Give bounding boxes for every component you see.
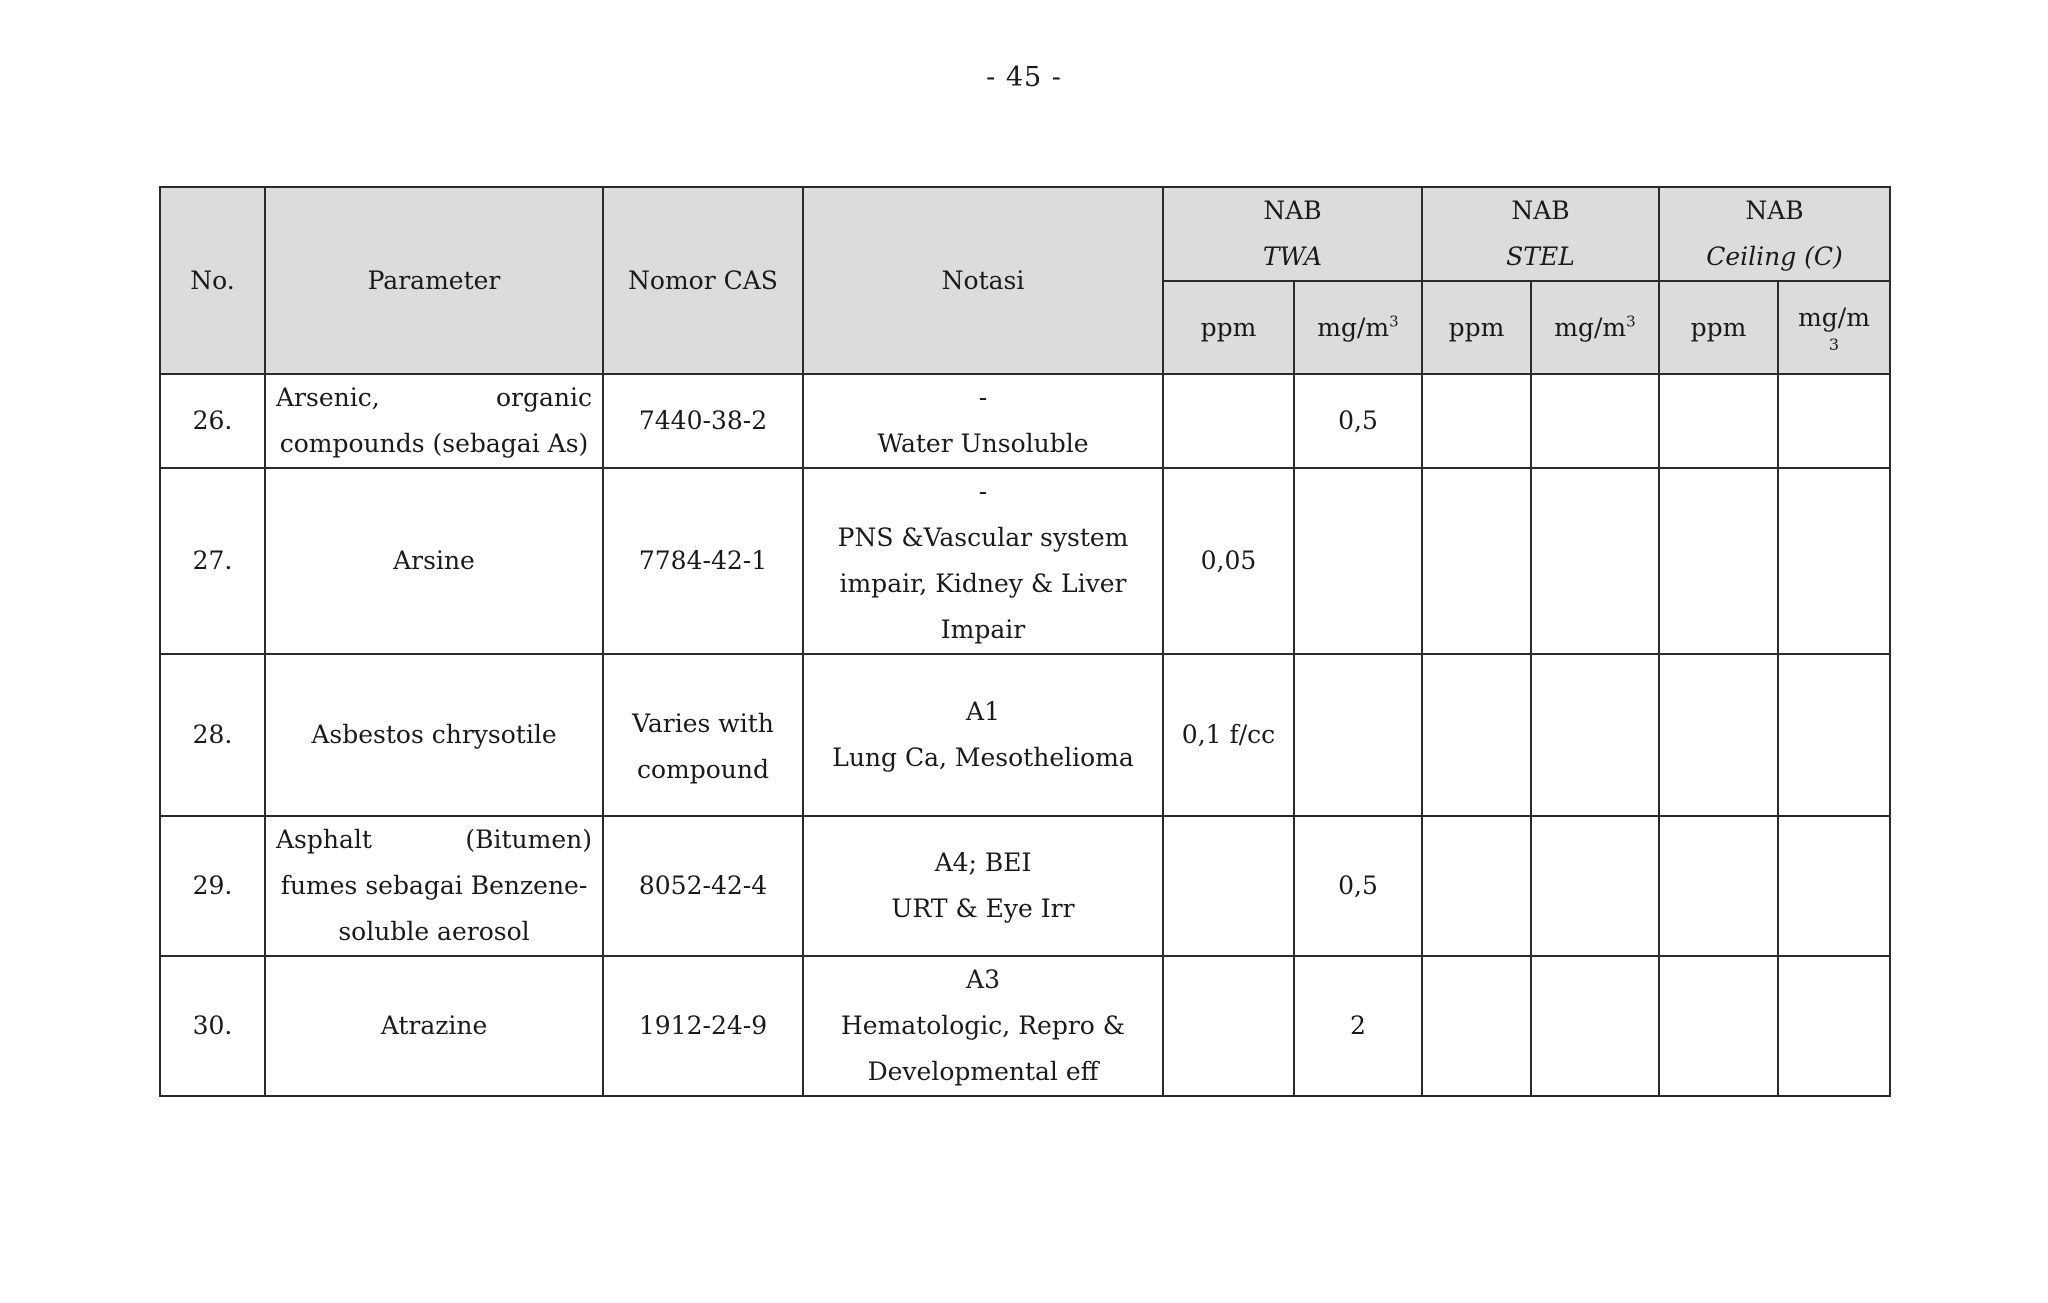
cell-stel-mgm xyxy=(1531,654,1659,816)
table-row xyxy=(160,956,1890,1096)
cell-ceiling-mgm xyxy=(1778,816,1890,956)
cell-stel-mgm xyxy=(1531,816,1659,956)
cell-parameter-line: soluble aerosol xyxy=(338,917,530,946)
cell-notasi-line: Hematologic, Repro & xyxy=(840,1011,1126,1040)
cell-ceiling-ppm xyxy=(1659,956,1778,1096)
header-ceiling-mgm xyxy=(1778,281,1890,374)
cell-notasi-line: Lung Ca, Mesothelioma xyxy=(832,743,1134,772)
header-twa-mgm-text: mg/m xyxy=(1317,312,1390,342)
cell-ceiling-mgm xyxy=(1778,654,1890,816)
cell-notasi-line: impair, Kidney & Liver xyxy=(839,569,1127,598)
cell-twa-mgm: 0,5 xyxy=(1294,374,1422,468)
table-row xyxy=(160,374,1890,468)
cell-stel-ppm xyxy=(1422,374,1531,468)
cell-ceiling-ppm xyxy=(1659,654,1778,816)
header-parameter: Parameter xyxy=(265,187,603,374)
cell-notasi-line: A1 xyxy=(966,697,1000,726)
cell-parameter-line xyxy=(276,817,592,863)
cell-ceiling-ppm xyxy=(1659,816,1778,956)
cell-ceiling-mgm xyxy=(1778,956,1890,1096)
cell-stel-ppm xyxy=(1422,468,1531,654)
cell-stel-ppm xyxy=(1422,956,1531,1096)
cell-cas: 7784-42-1 xyxy=(603,468,803,654)
cell-ceiling-mgm xyxy=(1778,374,1890,468)
cell-cas: 1912-24-9 xyxy=(603,956,803,1096)
cell-notasi-line: Impair xyxy=(940,615,1026,644)
header-stel-mgm-text: mg/m xyxy=(1554,312,1627,342)
cell-notasi xyxy=(803,374,1163,468)
cell-twa-mgm: 2 xyxy=(1294,956,1422,1096)
header-nab-ceiling xyxy=(1659,187,1890,281)
cell-no: 27. xyxy=(160,468,265,654)
cell-notasi-line: - xyxy=(978,477,988,506)
table-row xyxy=(160,468,1890,654)
cell-notasi-line: Water Unsoluble xyxy=(877,429,1089,458)
header-no: No. xyxy=(160,187,265,374)
cell-twa-mgm: 0,5 xyxy=(1294,816,1422,956)
cell-stel-mgm xyxy=(1531,374,1659,468)
cell-parameter: Arsine xyxy=(265,468,603,654)
cell-ceiling-mgm xyxy=(1778,468,1890,654)
cell-parameter xyxy=(265,816,603,956)
table-body xyxy=(160,374,1890,1096)
cell-notasi-line: Developmental eff xyxy=(867,1057,1099,1086)
header-nab-stel-line1: NAB xyxy=(1511,196,1570,225)
cell-parameter-word: organic xyxy=(495,383,592,412)
page-number: - 45 - xyxy=(986,62,1062,93)
cell-twa-mgm xyxy=(1294,468,1422,654)
cell-parameter xyxy=(265,374,603,468)
cell-notasi-line: PNS &Vascular system xyxy=(837,523,1129,552)
header-stel-mgm-sup: 3 xyxy=(1626,312,1636,331)
table-row xyxy=(160,654,1890,816)
cell-no: 29. xyxy=(160,816,265,956)
cell-no: 26. xyxy=(160,374,265,468)
cell-stel-ppm xyxy=(1422,654,1531,816)
cell-twa-ppm: 0,05 xyxy=(1163,468,1294,654)
header-nab-twa xyxy=(1163,187,1422,281)
header-nab-twa-line2: TWA xyxy=(1262,242,1323,271)
cell-parameter: Atrazine xyxy=(265,956,603,1096)
header-stel-mgm xyxy=(1531,281,1659,374)
table-header xyxy=(160,187,1890,374)
cell-notasi-line: - xyxy=(978,383,988,412)
cell-parameter: Asbestos chrysotile xyxy=(265,654,603,816)
cell-cas: 8052-42-4 xyxy=(603,816,803,956)
header-notasi: Notasi xyxy=(803,187,1163,374)
cell-parameter-line: compounds (sebagai As) xyxy=(279,429,589,458)
cell-notasi xyxy=(803,468,1163,654)
header-ceiling-mgm-line1: mg/m xyxy=(1798,302,1870,332)
header-cas: Nomor CAS xyxy=(603,187,803,374)
table-row xyxy=(160,816,1890,956)
header-stel-ppm: ppm xyxy=(1422,281,1531,374)
cell-cas-line: compound xyxy=(636,755,770,784)
header-ceiling-mgm-line2: 3 xyxy=(1828,334,1840,354)
header-nab-stel xyxy=(1422,187,1659,281)
cell-stel-ppm xyxy=(1422,816,1531,956)
header-nab-ceiling-line2: Ceiling (C) xyxy=(1706,242,1843,271)
cell-notasi xyxy=(803,956,1163,1096)
cell-notasi-line: A3 xyxy=(966,965,1000,994)
cell-parameter-line xyxy=(276,375,592,421)
header-ceiling-ppm: ppm xyxy=(1659,281,1778,374)
cell-cas xyxy=(603,654,803,816)
cell-notasi-line: A4; BEI xyxy=(934,848,1032,877)
nab-table xyxy=(159,186,1891,1097)
cell-stel-mgm xyxy=(1531,468,1659,654)
header-twa-ppm: ppm xyxy=(1163,281,1294,374)
cell-notasi xyxy=(803,816,1163,956)
cell-stel-mgm xyxy=(1531,956,1659,1096)
header-nab-stel-line2: STEL xyxy=(1506,242,1575,271)
cell-parameter-line: fumes sebagai Benzene- xyxy=(280,871,588,900)
cell-parameter-word: Asphalt xyxy=(276,825,372,854)
cell-parameter-word: Arsenic, xyxy=(276,383,380,412)
cell-twa-ppm xyxy=(1163,956,1294,1096)
header-twa-mgm xyxy=(1294,281,1422,374)
cell-ceiling-ppm xyxy=(1659,374,1778,468)
cell-notasi xyxy=(803,654,1163,816)
cell-twa-ppm xyxy=(1163,374,1294,468)
cell-cas-line: Varies with xyxy=(632,709,774,738)
cell-ceiling-ppm xyxy=(1659,468,1778,654)
header-nab-ceiling-line1: NAB xyxy=(1745,196,1804,225)
cell-twa-ppm xyxy=(1163,816,1294,956)
cell-twa-mgm xyxy=(1294,654,1422,816)
header-twa-mgm-sup: 3 xyxy=(1389,312,1399,331)
cell-notasi-line: URT & Eye Irr xyxy=(891,894,1075,923)
cell-cas: 7440-38-2 xyxy=(603,374,803,468)
cell-parameter-word: (Bitumen) xyxy=(465,825,592,854)
cell-no: 28. xyxy=(160,654,265,816)
cell-twa-ppm: 0,1 f/cc xyxy=(1163,654,1294,816)
header-nab-twa-line1: NAB xyxy=(1263,196,1322,225)
cell-no: 30. xyxy=(160,956,265,1096)
